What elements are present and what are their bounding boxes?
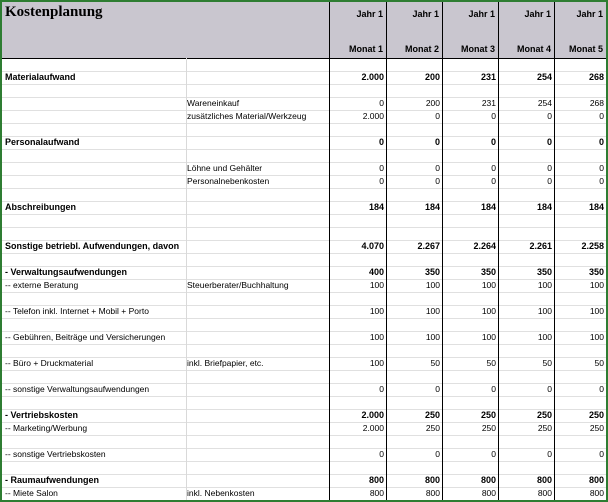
value-cell[interactable]: 800	[368, 475, 384, 485]
value-cell[interactable]: 250	[481, 423, 496, 433]
value-cell[interactable]: 250	[537, 423, 552, 433]
row-gridline	[2, 214, 606, 215]
value-cell[interactable]: 0	[599, 111, 604, 121]
value-cell[interactable]: 100	[589, 280, 604, 290]
value-cell[interactable]: 0	[599, 384, 604, 394]
value-cell[interactable]: 0	[379, 163, 384, 173]
value-cell[interactable]: 0	[378, 137, 384, 147]
row-label[interactable]: -- sonstige Verwaltungsaufwendungen	[5, 384, 150, 394]
value-cell[interactable]: 250	[480, 410, 496, 420]
row-label[interactable]: -- Marketing/Werbung	[5, 423, 88, 433]
row-gridline	[2, 149, 606, 150]
value-cell[interactable]: 800	[369, 488, 384, 498]
row-gridline	[2, 435, 606, 436]
row-label[interactable]: - Vertriebskosten	[5, 410, 79, 420]
value-cell[interactable]: 2.264	[473, 241, 496, 251]
value-cell[interactable]: 800	[480, 475, 496, 485]
value-cell[interactable]: 800	[588, 475, 604, 485]
column-year-label: Jahr 1	[576, 9, 603, 19]
value-cell[interactable]: 0	[434, 137, 440, 147]
value-cell[interactable]: 2.000	[362, 111, 384, 121]
value-cell[interactable]: 0	[491, 176, 496, 186]
value-cell[interactable]: 800	[424, 475, 440, 485]
value-cell[interactable]: 0	[547, 449, 552, 459]
value-cell[interactable]: 0	[435, 449, 440, 459]
value-cell[interactable]: 2.258	[581, 241, 604, 251]
value-cell[interactable]: 50	[430, 358, 440, 368]
column-year-label: Jahr 1	[524, 9, 551, 19]
value-cell[interactable]: 100	[589, 306, 604, 316]
row-gridline	[2, 84, 606, 85]
value-cell[interactable]: 184	[424, 202, 440, 212]
value-cell[interactable]: 2.000	[361, 410, 384, 420]
value-cell[interactable]: 268	[588, 72, 604, 82]
value-cell[interactable]: 231	[481, 98, 496, 108]
value-cell[interactable]: 100	[425, 306, 440, 316]
value-cell[interactable]: 800	[536, 475, 552, 485]
value-cell[interactable]: 184	[536, 202, 552, 212]
value-cell[interactable]: 0	[379, 176, 384, 186]
row-gridline	[2, 396, 606, 397]
column-month-label: Monat 2	[404, 44, 439, 54]
row-sublabel[interactable]: zusätzliches Material/Werkzeug	[187, 111, 307, 121]
row-label[interactable]: - Raumaufwendungen	[5, 475, 99, 485]
value-cell[interactable]: 800	[537, 488, 552, 498]
column-year-label: Jahr 1	[468, 9, 495, 19]
value-cell[interactable]: 184	[368, 202, 384, 212]
value-cell[interactable]: 0	[547, 384, 552, 394]
value-cell[interactable]: 100	[369, 280, 384, 290]
value-cell[interactable]: 350	[588, 267, 604, 277]
row-gridline	[2, 500, 606, 501]
value-cell[interactable]: 100	[369, 358, 384, 368]
value-cell[interactable]: 50	[594, 358, 604, 368]
value-cell[interactable]: 0	[491, 163, 496, 173]
value-cell[interactable]: 100	[537, 306, 552, 316]
row-gridline	[2, 318, 606, 319]
value-cell[interactable]: 100	[425, 332, 440, 342]
value-cell[interactable]: 100	[369, 332, 384, 342]
value-cell[interactable]: 184	[588, 202, 604, 212]
row-sublabel[interactable]: Löhne und Gehälter	[187, 163, 263, 173]
value-cell[interactable]: 100	[481, 306, 496, 316]
row-sublabel[interactable]: Personalnebenkosten	[187, 176, 270, 186]
row-gridline	[2, 292, 606, 293]
value-cell[interactable]: 250	[536, 410, 552, 420]
value-cell[interactable]: 0	[379, 98, 384, 108]
value-cell[interactable]: 0	[379, 449, 384, 459]
value-cell[interactable]: 0	[490, 137, 496, 147]
value-cell[interactable]: 250	[589, 423, 604, 433]
value-cell[interactable]: 268	[589, 98, 604, 108]
row-label[interactable]: -- Büro + Druckmaterial	[5, 358, 94, 368]
column-year-label: Jahr 1	[412, 9, 439, 19]
value-cell[interactable]: 250	[424, 410, 440, 420]
value-cell[interactable]: 350	[536, 267, 552, 277]
value-cell[interactable]: 0	[435, 176, 440, 186]
row-gridline	[2, 344, 606, 345]
value-cell[interactable]: 2.261	[529, 241, 552, 251]
sheet-title: Kostenplanung	[5, 4, 103, 20]
value-cell[interactable]: 4.070	[361, 241, 384, 251]
value-cell[interactable]: 0	[599, 163, 604, 173]
value-cell[interactable]: 50	[542, 358, 552, 368]
value-cell[interactable]: 100	[537, 280, 552, 290]
value-cell[interactable]: 254	[536, 72, 552, 82]
value-cell[interactable]: 350	[424, 267, 440, 277]
value-cell[interactable]: 0	[491, 449, 496, 459]
value-cell[interactable]: 0	[435, 384, 440, 394]
value-cell[interactable]: 0	[547, 176, 552, 186]
value-cell[interactable]: 100	[481, 280, 496, 290]
value-cell[interactable]: 100	[369, 306, 384, 316]
row-label[interactable]: -- Miete Salon	[5, 488, 58, 498]
row-label[interactable]: - Verwaltungsaufwendungen	[5, 267, 128, 277]
value-cell[interactable]: 0	[491, 111, 496, 121]
value-cell[interactable]: 100	[481, 332, 496, 342]
value-cell[interactable]: 0	[435, 111, 440, 121]
row-label[interactable]: -- externe Beratung	[5, 280, 79, 290]
value-cell[interactable]: 0	[599, 449, 604, 459]
row-gridline	[2, 370, 606, 371]
row-label[interactable]: Materialaufwand	[5, 72, 76, 82]
value-cell[interactable]: 400	[368, 267, 384, 277]
value-cell[interactable]: 0	[379, 384, 384, 394]
value-cell[interactable]: 254	[537, 98, 552, 108]
value-cell[interactable]: 100	[589, 332, 604, 342]
row-gridline	[2, 123, 606, 124]
header-divider	[2, 58, 606, 59]
row-gridline	[2, 227, 606, 228]
value-cell[interactable]: 2.267	[417, 241, 440, 251]
row-sublabel[interactable]: inkl. Nebenkosten	[187, 488, 255, 498]
column-month-label: Monat 4	[516, 44, 551, 54]
row-sublabel[interactable]: Wareneinkauf	[187, 98, 240, 108]
row-label[interactable]: -- sonstige Vertriebskosten	[5, 449, 106, 459]
value-cell[interactable]: 200	[424, 72, 440, 82]
value-cell[interactable]: 800	[481, 488, 496, 498]
value-cell[interactable]: 100	[425, 280, 440, 290]
row-label[interactable]: Sonstige betriebl. Aufwendungen, davon	[5, 241, 180, 251]
value-cell[interactable]: 0	[491, 384, 496, 394]
row-label[interactable]: Personalaufwand	[5, 137, 80, 147]
row-label[interactable]: Abschreibungen	[5, 202, 77, 212]
value-cell[interactable]: 231	[480, 72, 496, 82]
value-cell[interactable]: 50	[486, 358, 496, 368]
row-sublabel[interactable]: Steuerberater/Buchhaltung	[187, 280, 289, 290]
column-year-label: Jahr 1	[356, 9, 383, 19]
value-cell[interactable]: 350	[480, 267, 496, 277]
row-gridline	[2, 188, 606, 189]
value-cell[interactable]: 0	[546, 137, 552, 147]
value-cell[interactable]: 0	[435, 163, 440, 173]
value-cell[interactable]: 2.000	[361, 72, 384, 82]
row-sublabel[interactable]: inkl. Briefpapier, etc.	[187, 358, 264, 368]
value-cell[interactable]: 100	[537, 332, 552, 342]
value-cell[interactable]: 2.000	[362, 423, 384, 433]
value-cell[interactable]: 0	[598, 137, 604, 147]
value-cell[interactable]: 184	[480, 202, 496, 212]
row-gridline	[2, 461, 606, 462]
row-label[interactable]: -- Telefon inkl. Internet + Mobil + Porto	[5, 306, 149, 316]
value-cell[interactable]: 800	[425, 488, 440, 498]
value-cell[interactable]: 250	[425, 423, 440, 433]
value-cell[interactable]: 0	[547, 163, 552, 173]
value-cell[interactable]: 250	[588, 410, 604, 420]
row-label[interactable]: -- Gebühren, Beiträge und Versicherungen	[5, 332, 166, 342]
column-month-label: Monat 1	[348, 44, 383, 54]
value-cell[interactable]: 200	[425, 98, 440, 108]
value-cell[interactable]: 0	[547, 111, 552, 121]
column-month-label: Monat 3	[460, 44, 495, 54]
value-cell[interactable]: 0	[599, 176, 604, 186]
row-gridline	[2, 253, 606, 254]
value-cell[interactable]: 800	[589, 488, 604, 498]
column-month-label: Monat 5	[568, 44, 603, 54]
